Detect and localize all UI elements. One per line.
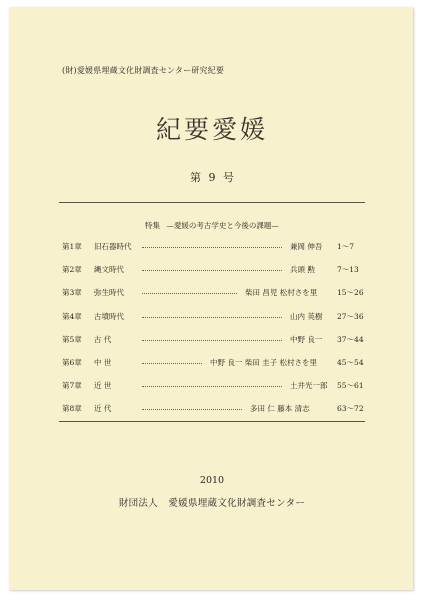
toc-era: 古 代 xyxy=(94,334,112,344)
leader-dots xyxy=(142,404,242,410)
toc-chapter: 第2章 xyxy=(62,265,82,275)
leader-dots xyxy=(142,288,237,294)
publisher-name: 愛媛県埋蔵文化財調査センター xyxy=(168,498,306,509)
toc-authors: 多田 仁 藤本 清志 xyxy=(250,404,310,414)
main-title: 紀要愛媛 xyxy=(155,115,268,144)
toc-pages: 7～13 xyxy=(337,265,359,275)
toc-chapter: 第4章 xyxy=(62,311,82,321)
toc-authors: 兵頭 勲 xyxy=(290,265,315,275)
toc-authors: 中野 良一 xyxy=(290,334,323,344)
toc-era: 弥生時代 xyxy=(94,288,124,298)
toc-pages: 55～61 xyxy=(337,381,364,391)
leader-dots xyxy=(142,265,282,271)
leader-dots xyxy=(142,381,282,387)
feature-heading xyxy=(0,220,424,231)
issue-number: 第 9 号 xyxy=(190,171,234,184)
leader-dots xyxy=(142,335,282,341)
toc-era: 旧石器時代 xyxy=(94,242,132,251)
toc-chapter: 第1章 xyxy=(62,242,82,251)
toc-chapter: 第7章 xyxy=(62,381,82,391)
toc-row xyxy=(62,265,368,288)
toc-era: 近 代 xyxy=(94,404,112,414)
toc-pages: 1～7 xyxy=(337,242,355,251)
toc-era: 古墳時代 xyxy=(94,311,124,321)
publisher-type: 財団法人 xyxy=(118,498,159,509)
toc-chapter: 第6章 xyxy=(62,357,82,367)
toc-authors: 土井光一郎 xyxy=(290,381,328,391)
toc-authors: 柴田 昌児 松村さを里 xyxy=(245,288,318,298)
bottom-rule xyxy=(59,421,365,422)
toc-authors: 中野 良一 柴田 圭子 松村さを里 xyxy=(210,357,318,367)
toc-pages: 27～36 xyxy=(337,311,364,321)
leader-dots xyxy=(142,312,282,318)
toc-row xyxy=(62,242,368,265)
publisher xyxy=(0,495,424,509)
top-rule xyxy=(59,202,365,203)
toc-chapter: 第3章 xyxy=(62,288,82,298)
toc-authors: 山内 英樹 xyxy=(290,311,323,321)
toc-pages: 45～54 xyxy=(337,357,364,367)
toc-era: 縄文時代 xyxy=(94,265,124,275)
toc-authors: 兼岡 伸吾 xyxy=(290,242,323,251)
toc-row xyxy=(62,358,368,381)
feature-label: 特集 xyxy=(145,221,161,230)
publication-year: 2010 xyxy=(199,475,225,486)
toc-row xyxy=(62,404,368,427)
toc-era: 近 世 xyxy=(94,381,112,391)
toc-row xyxy=(62,312,368,335)
toc-pages: 63～72 xyxy=(337,404,364,414)
toc-row xyxy=(62,288,368,311)
toc-pages: 37～44 xyxy=(337,334,364,344)
toc-row xyxy=(62,381,368,404)
toc-pages: 15～26 xyxy=(337,288,364,298)
leader-dots xyxy=(142,358,202,364)
feature-title: —愛媛の考古学史と今後の課題— xyxy=(166,221,279,230)
table-of-contents xyxy=(62,242,368,428)
toc-chapter: 第8章 xyxy=(62,404,82,414)
toc-era: 中 世 xyxy=(94,357,112,367)
toc-chapter: 第5章 xyxy=(62,334,82,344)
series-title: (財)愛媛県埋蔵文化財調査センター研究紀要 xyxy=(62,66,225,75)
leader-dots xyxy=(142,242,282,248)
toc-row xyxy=(62,335,368,358)
